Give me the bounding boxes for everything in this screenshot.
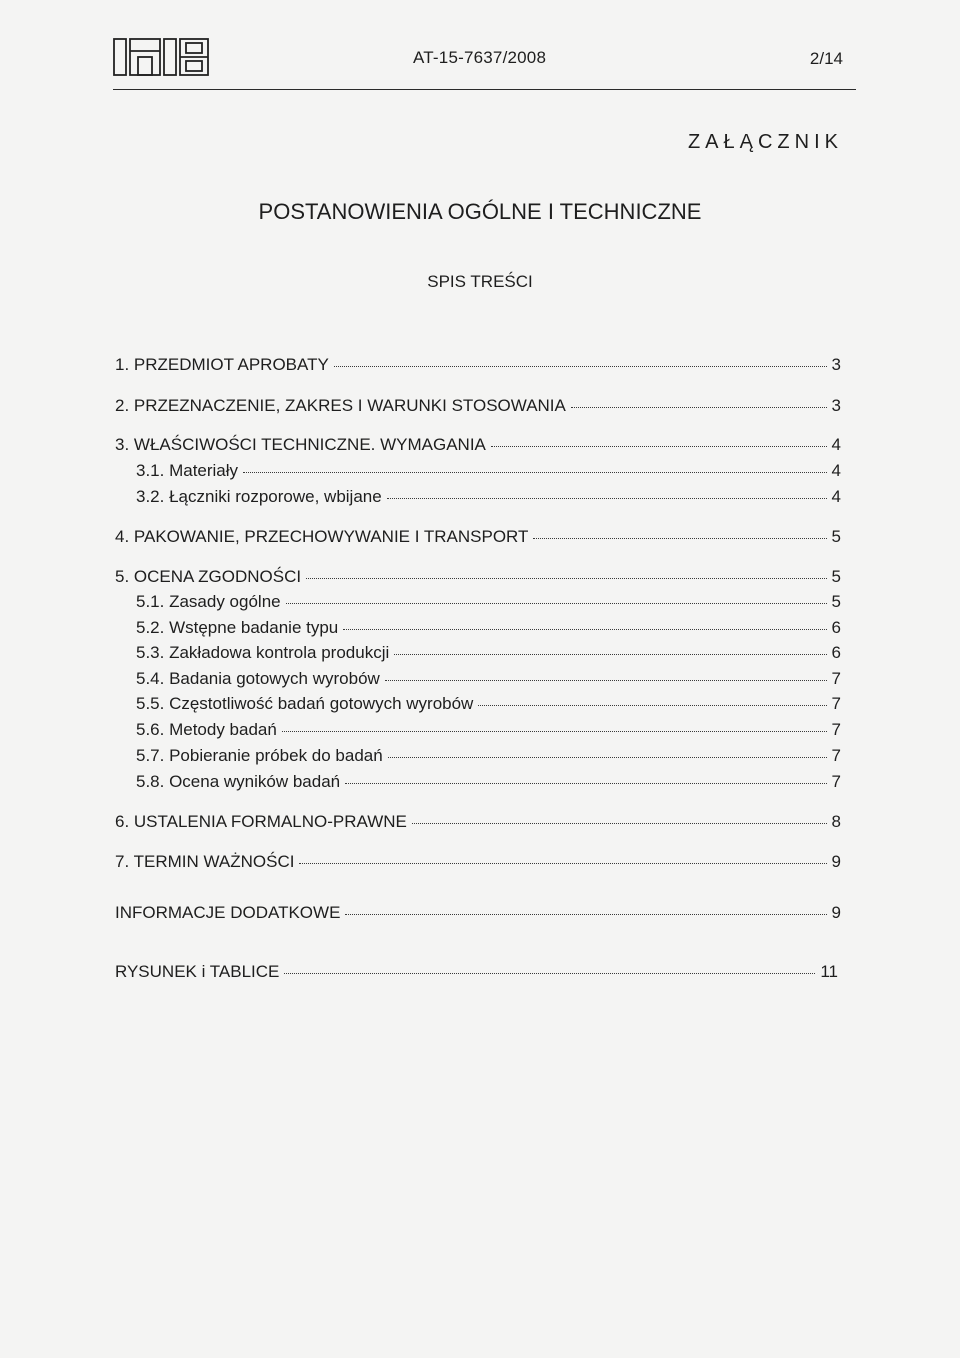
toc-leader-dots: [478, 704, 826, 706]
toc-entry: [136, 487, 841, 507]
toc-leader-dots: [282, 730, 827, 732]
toc-entry: [115, 903, 841, 923]
toc-entry: [136, 720, 841, 740]
toc-entry-page: 6: [831, 643, 841, 662]
toc-leader-dots: [286, 602, 827, 604]
page-title: POSTANOWIENIA OGÓLNE I TECHNICZNE: [258, 199, 702, 224]
toc-entry-label: 3.1. Materiały: [136, 461, 239, 480]
document-number: AT-15-7637/2008: [413, 48, 547, 67]
toc-entry-label: 5.2. Wstępne badanie typu: [136, 618, 339, 637]
toc-entry: [136, 592, 841, 612]
toc-leader-dots: [284, 972, 815, 974]
toc-entry-label: 5.6. Metody badań: [136, 720, 277, 739]
toc-leader-dots: [412, 822, 827, 824]
toc-leader-dots: [385, 679, 827, 681]
toc-entry-page: 4: [831, 487, 841, 506]
itb-logo: [113, 37, 209, 77]
toc-leader-dots: [299, 862, 826, 864]
toc-entry: [136, 669, 841, 689]
toc-entry-label: INFORMACJE DODATKOWE: [115, 903, 341, 922]
annex-label: ZAŁĄCZNIK: [687, 131, 843, 153]
toc-entry: [136, 694, 841, 714]
toc-leader-dots: [243, 471, 826, 473]
toc-entry-label: 5.1. Zasady ogólne: [136, 592, 281, 611]
toc-entry-page: 8: [831, 812, 841, 831]
toc-entry: [115, 567, 841, 587]
toc-entry: [136, 618, 841, 638]
toc-entry: [115, 962, 838, 982]
toc-leader-dots: [345, 782, 826, 784]
toc-entry: [136, 772, 841, 792]
toc-entry: [115, 852, 841, 872]
toc-leader-dots: [343, 628, 826, 630]
toc-leader-dots: [533, 537, 826, 539]
toc-entry-label: 1. PRZEDMIOT APROBATY: [115, 355, 329, 374]
toc-entry-label: 6. USTALENIA FORMALNO-PRAWNE: [115, 812, 407, 831]
toc-heading: SPIS TREŚCI: [427, 272, 533, 291]
toc-entry-label: 5.8. Ocena wyników badań: [136, 772, 341, 791]
toc-entry-page: 4: [831, 435, 841, 454]
toc-entry-label: 4. PAKOWANIE, PRZECHOWYWANIE I TRANSPORT: [115, 527, 529, 546]
toc-entry-page: 5: [831, 567, 841, 586]
toc-entry-page: 7: [831, 720, 841, 739]
toc-entry-page: 11: [820, 962, 838, 981]
toc-entry: [115, 355, 841, 375]
toc-entry-label: 5. OCENA ZGODNOŚCI: [115, 567, 302, 586]
header-divider: [113, 89, 856, 90]
toc-entry-label: 5.7. Pobieranie próbek do badań: [136, 746, 383, 765]
toc-entry-label: 3. WŁAŚCIWOŚCI TECHNICZNE. WYMAGANIA: [115, 435, 486, 454]
toc-entry: [115, 396, 841, 416]
toc-entry: [136, 643, 841, 663]
toc-entry-label: 7. TERMIN WAŻNOŚCI: [115, 852, 295, 871]
toc-entry-page: 5: [831, 592, 841, 611]
toc-entry-page: 7: [831, 772, 841, 791]
toc-entry: [115, 527, 841, 547]
toc-entry-page: 5: [831, 527, 841, 546]
toc-leader-dots: [306, 577, 826, 579]
toc-entry: [115, 812, 841, 832]
toc-entry-page: 7: [831, 746, 841, 765]
page-number: 2/14: [809, 49, 843, 68]
toc-entry: [115, 435, 841, 455]
toc-entry: [136, 461, 841, 481]
toc-entry-label: 5.4. Badania gotowych wyrobów: [136, 669, 380, 688]
toc-entry-label: 5.3. Zakładowa kontrola produkcji: [136, 643, 390, 662]
toc-leader-dots: [345, 913, 826, 915]
toc-leader-dots: [334, 365, 827, 367]
toc-leader-dots: [571, 406, 827, 408]
toc-entry-page: 9: [831, 852, 841, 871]
toc-entry: [136, 746, 841, 766]
toc-entry-page: 3: [831, 396, 841, 415]
toc-entry-page: 7: [831, 694, 841, 713]
toc-entry-page: 6: [831, 618, 841, 637]
toc-leader-dots: [491, 445, 827, 447]
toc-leader-dots: [387, 497, 827, 499]
toc-entry-label: 5.5. Częstotliwość badań gotowych wyrobów: [136, 694, 474, 713]
toc-entry-page: 9: [831, 903, 841, 922]
toc-entry-page: 7: [831, 669, 841, 688]
toc-entry-label: RYSUNEK i TABLICE: [115, 962, 280, 981]
toc-leader-dots: [394, 653, 826, 655]
toc-leader-dots: [388, 756, 827, 758]
toc-entry-page: 4: [831, 461, 841, 480]
toc-entry-page: 3: [831, 355, 841, 374]
toc-entry-label: 3.2. Łączniki rozporowe, wbijane: [136, 487, 382, 506]
toc-entry-label: 2. PRZEZNACZENIE, ZAKRES I WARUNKI STOSOWANIA: [115, 396, 566, 415]
